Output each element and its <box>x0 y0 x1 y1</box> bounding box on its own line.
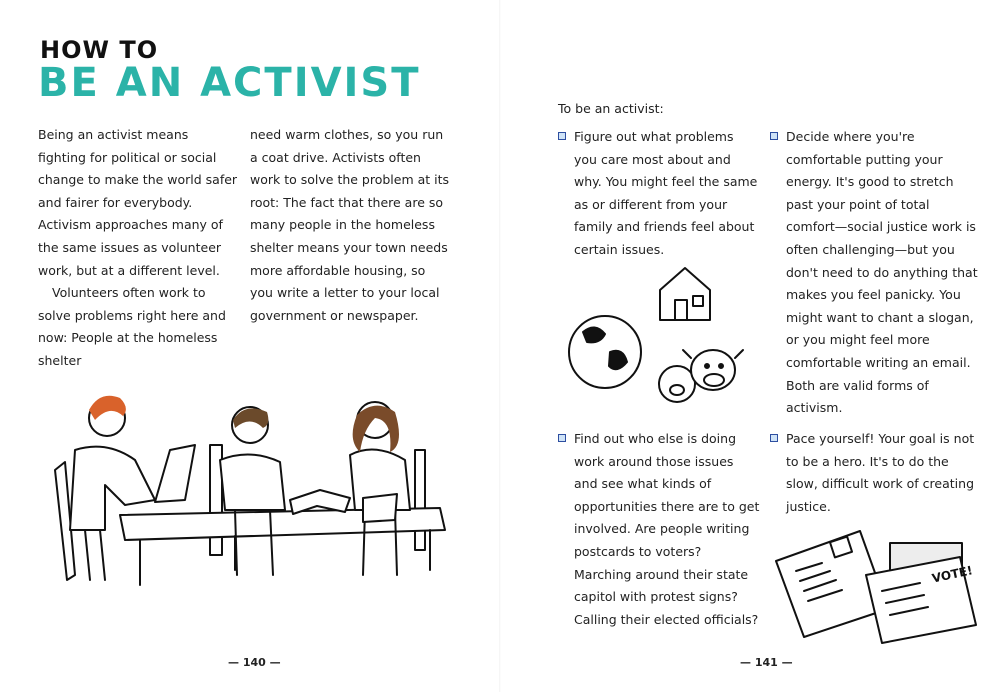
globe-house-animals-illustration <box>565 262 750 412</box>
bullet-square-icon <box>558 132 566 140</box>
bullet-text: Figure out what problems you care most about and why. You might feel the same as or different from your family and friends feel about certain issues. <box>574 129 758 257</box>
postcard-vote-text: VOTE! <box>930 563 974 586</box>
intro-text: To be an activist: <box>558 101 664 116</box>
bullet-square-icon <box>770 434 778 442</box>
bullet-square-icon <box>558 434 566 442</box>
bullet-square-icon <box>770 132 778 140</box>
title-be-an-activist: BE AN ACTIVIST <box>38 60 421 106</box>
bullet-item <box>558 126 760 262</box>
postcards-illustration <box>770 525 985 650</box>
left-column-2 <box>250 124 450 327</box>
page-number-right: — 141 — <box>740 656 793 669</box>
title-how-to: HOW TO <box>40 36 159 64</box>
bullet-text: Decide where you're comfortable putting your energy. It's good to stretch past your point of total comfort—social justice work is often challenging—but you don't need to do anything that makes you feel panicky. You might want to chant a slogan, or you might feel more comfortable writing an email. Both are valid forms of activism. <box>786 129 978 416</box>
bullet-text: Pace yourself! Your goal is not to be a hero. It's to do the slow, difficult work of creating justice. <box>786 431 975 514</box>
paragraph-2: Volunteers often work to solve problems right here and now: People at the homeless shelter <box>38 285 226 368</box>
paragraph-1: Being an activist means fighting for political or social change to make the world safer and fairer for everybody. Activism approaches many of the same issues as volunteer work, but at a different level. <box>38 127 238 278</box>
left-column-1 <box>38 124 238 373</box>
bullet-item <box>770 428 978 518</box>
bullet-item <box>770 126 978 420</box>
bullet-item <box>558 428 760 631</box>
bullet-text: Find out who else is doing work around those issues and see what kinds of opportunities there are to get involved. Are people writing postcards to voters? Marching around their state capitol with protest signs? Calling their elected officials? <box>574 431 760 627</box>
page-number-left: — 140 — <box>228 656 281 669</box>
kids-at-table-illustration <box>45 390 455 590</box>
paragraph-3: need warm clothes, so you run a coat drive. Activists often work to solve the problem at its root: The fact that there are so many people in the homeless shelter means your town needs more affordable housing, so you write a letter to your local government or newspaper. <box>250 127 450 323</box>
